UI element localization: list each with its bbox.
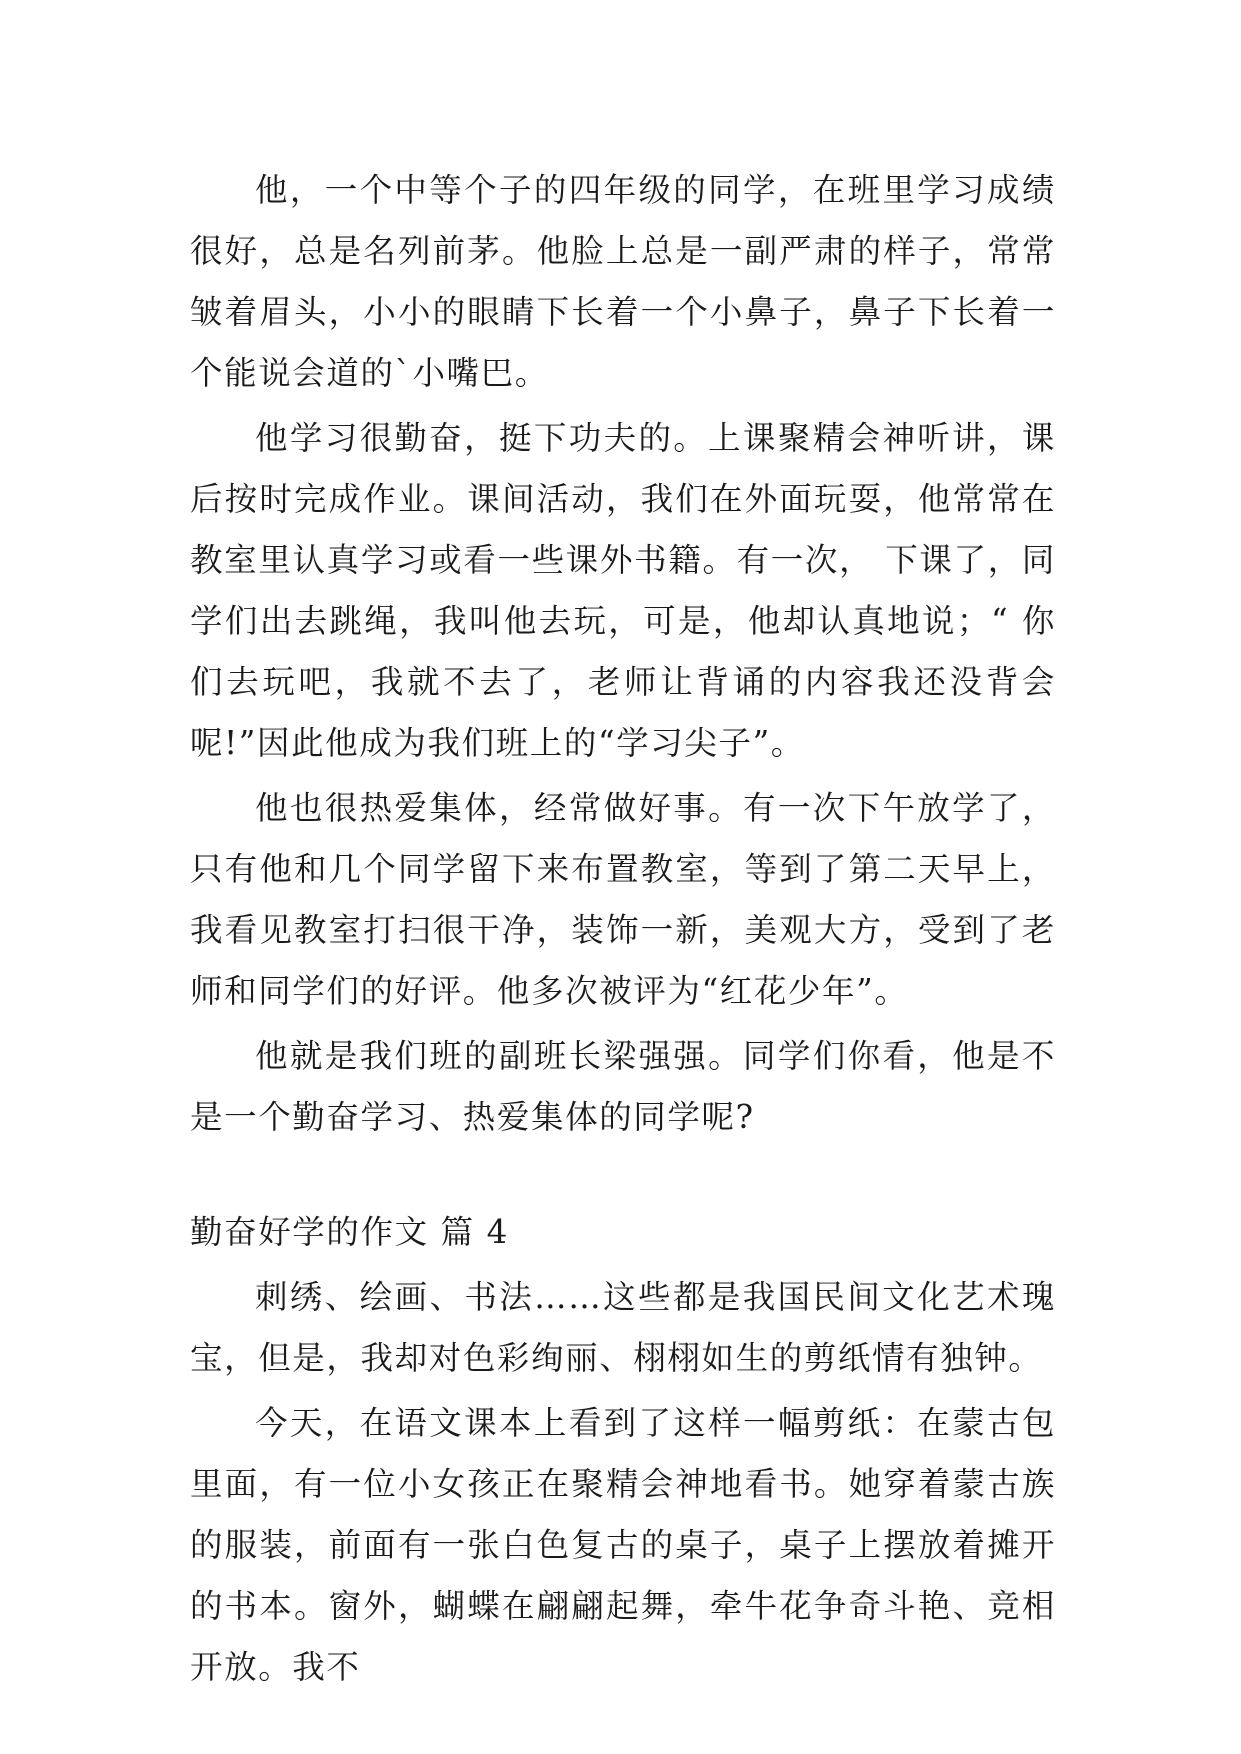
paragraph: 他学习很勤奋，挺下功夫的。上课聚精会神听讲，课后按时完成作业。课间活动，我们在外面玩耍，他常常在教室里认真学习或看一些课外书籍。有一次， 下课了，同学们出去跳绳，我叫他去玩，可是，他却认真地说；“ 你们去玩吧，我就不去了，老师让背诵的内容我还没背会呢!”因此他成为我们班上的“学习尖子”。: [190, 419, 1056, 762]
document-page: [190, 160, 1056, 1702]
paragraph: 他也很热爱集体，经常做好事。有一次下午放学了，只有他和几个同学留下来布置教室，等到了第二天早上，我看见教室打扫很干净，装饰一新，美观大方，受到了老师和同学们的好评。他多次被评为“红花少年”。: [190, 789, 1056, 1010]
paragraph: 他，一个中等个子的四年级的同学，在班里学习成绩很好，总是名列前茅。他脸上总是一副严肃的样子，常常皱着眉头，小小的眼睛下长着一个小鼻子，鼻子下长着一个能说会道的`小嘴巴。: [190, 171, 1056, 392]
paragraph: 今天，在语文课本上看到了这样一幅剪纸：在蒙古包里面，有一位小女孩正在聚精会神地看书。她穿着蒙古族的服装，前面有一张白色复古的桌子，桌子上摆放着摊开的书本。窗外，蝴蝶在翩翩起舞，牵牛花争奇斗艳、竞相开放。我不: [190, 1404, 1056, 1686]
paragraph: 他就是我们班的副班长梁强强。同学们你看，他是不是一个勤奋学习、热爱集体的同学呢?: [190, 1037, 1056, 1136]
section-heading: 勤奋好学的作文 篇 4: [190, 1213, 509, 1251]
paragraph: 刺绣、绘画、书法……这些都是我国民间文化艺术瑰宝，但是，我却对色彩绚丽、栩栩如生的剪纸情有独钟。: [190, 1278, 1056, 1377]
